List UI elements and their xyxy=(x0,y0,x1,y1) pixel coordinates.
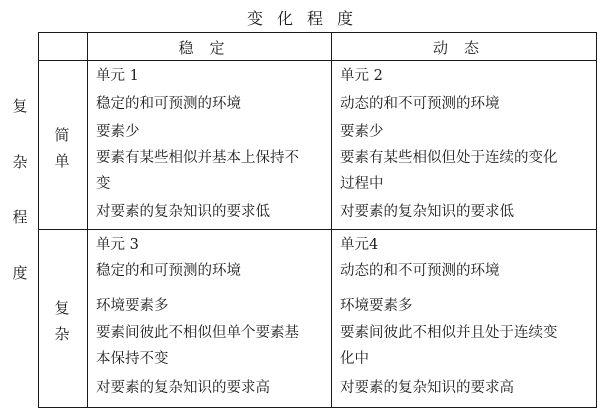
cell-line: 要素少 xyxy=(96,124,140,140)
cell-line: 环境要素多 xyxy=(96,298,169,314)
right-border xyxy=(596,32,597,408)
row-axis-char-4: 度 xyxy=(12,264,28,282)
cell-line: 要素有某些相似并基本上保持不 xyxy=(96,150,299,166)
cell-line: 变 xyxy=(96,176,111,192)
cell-line: 动态的和不可预测的环境 xyxy=(340,96,500,112)
column-header-stable: 稳定 xyxy=(178,39,241,57)
cell-heading: 单元 3 xyxy=(96,237,139,253)
header-bottom-border xyxy=(38,60,597,61)
cell-line: 要素间彼此不相似但单个要素基 xyxy=(96,325,299,341)
cell-line: 动态的和不可预测的环境 xyxy=(340,263,500,279)
table-top-border xyxy=(38,32,597,33)
cell-line: 环境要素多 xyxy=(340,298,413,314)
cell-line: 对要素的复杂知识的要求高 xyxy=(96,380,270,396)
cell-heading: 单元 2 xyxy=(340,68,383,84)
row-axis-char-2: 杂 xyxy=(12,153,28,171)
cell-heading: 单元4 xyxy=(340,237,379,253)
cell-line: 要素间彼此不相似并且处于连续变 xyxy=(340,325,558,341)
table-bottom-border xyxy=(38,407,597,408)
stub-divider xyxy=(87,32,88,408)
column-divider xyxy=(331,32,332,408)
row-label-complex-char-2: 杂 xyxy=(54,325,70,343)
cell-line: 对要素的复杂知识的要求低 xyxy=(340,204,514,220)
row-label-simple-char-2: 单 xyxy=(54,152,70,170)
row-label-complex-char-1: 复 xyxy=(54,299,70,317)
cell-line: 过程中 xyxy=(340,176,384,192)
left-border xyxy=(38,32,39,408)
cell-line: 化中 xyxy=(340,351,369,367)
row-axis-char-1: 复 xyxy=(12,97,28,115)
row-divider xyxy=(38,229,597,230)
cell-line: 稳定的和可预测的环境 xyxy=(96,96,241,112)
cell-line: 稳定的和可预测的环境 xyxy=(96,263,241,279)
table-title: 变化程度 xyxy=(246,9,367,28)
row-label-simple-char-1: 简 xyxy=(54,126,70,144)
cell-heading: 单元 1 xyxy=(96,68,139,84)
cell-line: 对要素的复杂知识的要求高 xyxy=(340,380,514,396)
row-axis-char-3: 程 xyxy=(12,208,28,226)
cell-line: 本保持不变 xyxy=(96,351,169,367)
column-header-dynamic: 动态 xyxy=(432,39,495,57)
cell-line: 要素有某些相似但处于连续的变化 xyxy=(340,150,558,166)
cell-line: 要素少 xyxy=(340,124,384,140)
cell-line: 对要素的复杂知识的要求低 xyxy=(96,204,270,220)
